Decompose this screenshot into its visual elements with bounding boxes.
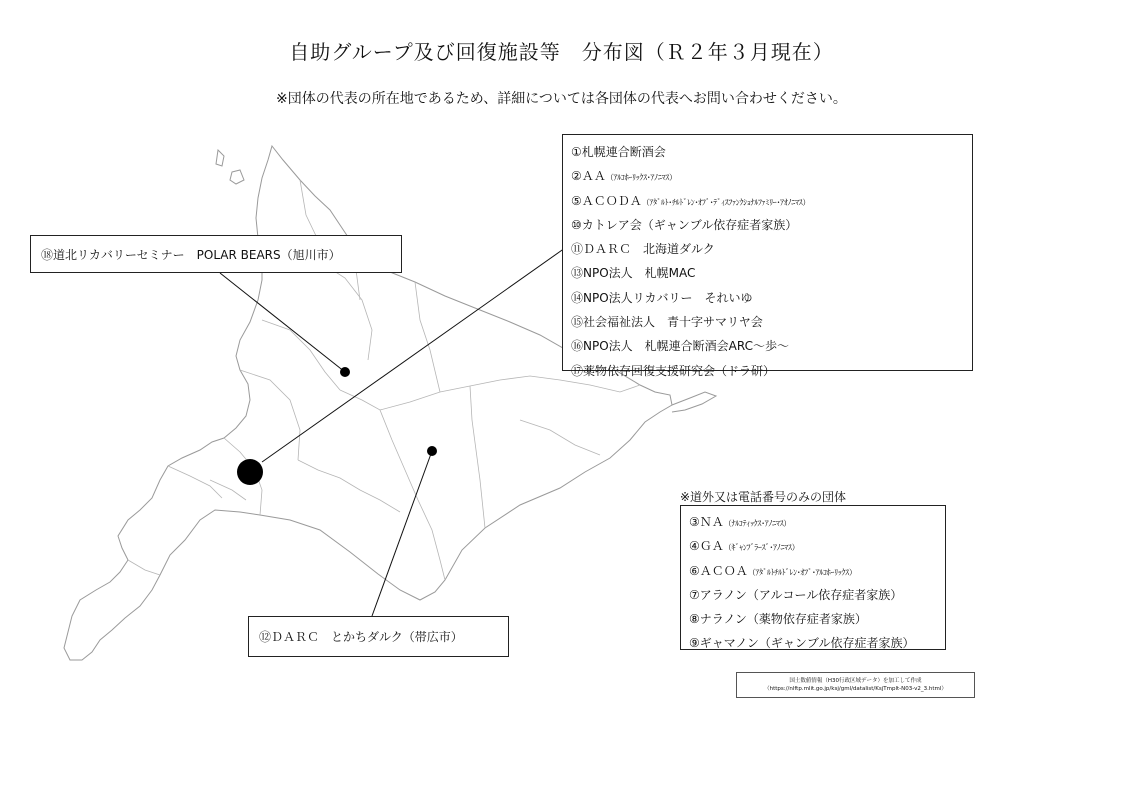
marker-obihiro [427,446,437,456]
credit-line-1: 国土数値情報（H30行政区域データ）を加工して作成 [789,678,922,684]
peninsula-outline [672,392,716,412]
obihiro-label: ⑫ＤＡＲＣ とかちダルク（帯広市） [259,630,463,644]
group-item: ⑬NPO法人 札幌MAC [571,266,696,281]
group-item: ②ＡＡ（ｱﾙｺﾎｰﾘｯｸｽ･ｱﾉﾆﾏｽ） [571,169,677,184]
leader-line-sapporo [262,248,565,462]
page-title: 自助グループ及び回復施設等 分布図（Ｒ２年３月現在） [289,40,834,64]
group-item: ⑧ナラノン（薬物依存症者家族） [689,612,867,627]
group-item: ⑮社会福祉法人 青十字サマリヤ会 [571,315,763,330]
marker-sapporo [237,459,263,485]
group-item: ①札幌連合断酒会 [571,145,666,159]
group-item: ⑦アラノン（アルコール依存症者家族） [689,587,903,602]
group-item: ⑭NPO法人リカバリー それいゆ [571,290,753,305]
obihiro-label-box [248,616,509,657]
island-outline [230,170,244,184]
group-item: ⑯NPO法人 札幌連合断酒会ARC～歩～ [571,339,789,354]
outside-groups-heading: ※道外又は電話番号のみの団体 [680,490,847,504]
group-item: ⑨ギャマノン（ギャンブル依存症者家族） [689,636,915,651]
credit-line-2: （https://nlftp.mlit.go.jp/ksj/gml/datalist/KsjTmplt-N03-v2_3.html） [764,686,947,692]
group-item: ⑪ＤＡＲＣ 北海道ダルク [571,242,715,257]
group-item: ⑰薬物依存回復支援研究会（ドラ研） [571,363,776,378]
asahikawa-label: ⑱道北リカバリーセミナー POLAR BEARS（旭川市） [41,247,341,262]
group-item: ⑤ＡＣＯＤＡ（ｱﾀﾞﾙﾄ･ﾁﾙﾄﾞﾚﾝ･ｵﾌﾞ･ﾃﾞｨｽﾌｧﾝｸｼｮﾅﾙﾌｧﾐﾘｰ･ｱｵﾉﾆﾏｽ） [571,193,811,208]
group-item: ⑩カトレア会（ギャンブル依存症者家族） [571,217,798,232]
group-item: ⑥ＡＣＯＡ（ｱﾀﾞﾙﾄﾁﾙﾄﾞﾚﾝ･ｵﾌﾞ･ｱﾙｺﾎｰﾘｯｸｽ） [689,563,857,578]
marker-asahikawa [340,367,350,377]
outside-groups-box [680,505,946,650]
leader-line-asahikawa [220,273,345,372]
page-subtitle: ※団体の代表の所在地であるため、詳細については各団体の代表へお問い合わせください。 [276,91,847,107]
sapporo-groups-box [562,134,973,378]
group-item: ④ＧＡ（ｷﾞｬﾝﾌﾞﾗｰｽﾞ･ｱﾉﾆﾏｽ） [689,539,800,554]
data-source-credit [736,672,975,698]
asahikawa-label-box [30,235,402,273]
group-item: ③ＮＡ（ﾅﾙｺﾃｨｯｸｽ･ｱﾉﾆﾏｽ） [689,515,791,529]
island-outline [216,150,224,166]
